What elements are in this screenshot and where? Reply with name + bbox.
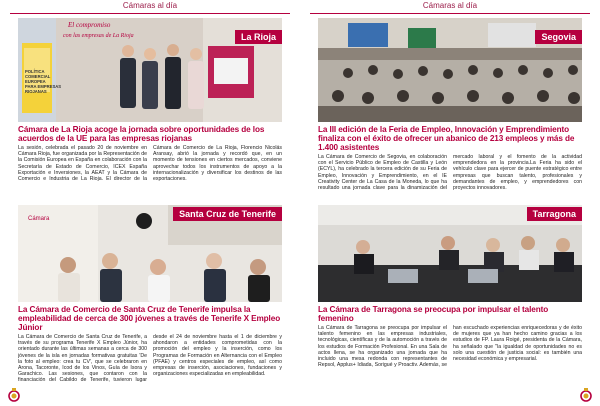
svg-text:con las empresas de La Rioja: con las empresas de La Rioja bbox=[63, 33, 134, 39]
article-tenerife bbox=[18, 205, 282, 396]
left-page-header bbox=[10, 0, 290, 16]
svg-text:RIOJANAS: RIOJANAS bbox=[25, 89, 47, 94]
headline-rioja: Cámara de La Rioja acoge la jornada sobre oportunidades de los acuerdos de la UE para las empresas riojanas bbox=[18, 125, 265, 143]
article-rioja bbox=[18, 18, 282, 201]
body-segovia: La Cámara de Comercio de Segovia, en colaboración con el Servicio Público de Empleo de Castilla y León (ECYL), ha celebrado la tercera edición de su Feria de Empleo, Innovación y Emprendimiento, en el IE Creativity Center de La Casa de la Moneda, lo que ha resultado una jornada clave para la dinamización del mercado laboral y el fomento de la actividad emprendedora en la provincia.La Feria ha sido el vehículo clave para ejercer de puente estratégico entre empresas que buscan talento, profesionales y demandantes de empleo, y emprendedores con proyectos innovadores. bbox=[318, 154, 582, 192]
tag-tenerife: Santa Cruz de Tenerife bbox=[173, 207, 282, 221]
right-page-header-title: Cámaras al día bbox=[422, 1, 478, 10]
svg-text:PARA EMPRESAS: PARA EMPRESAS bbox=[25, 84, 62, 89]
photo-segovia bbox=[318, 18, 582, 122]
right-page-header bbox=[310, 0, 590, 16]
photo-tenerife bbox=[18, 205, 282, 302]
body-tarragona: La Cámara de Tarragona se preocupa por impulsar el talento femenino en las empresas industriales, tecnológicas, científicas y de la automoción a través de los estudios de Formación Profesional. En una Sala de actos llena, se ha organizado una jornada que ha incluido una mesa redonda con representantes de Repsol, Applus+ Idiada, Sorigué y Proactiv. Además, se han escuchado experiencias enriquecedoras y de éxito de mujeres que ya han hecho camino gracias a los estudios de FP. Laura Roigé, presidenta de la Cámara, ha señalado que "la igualdad de oportunidades no es solo una cuestión de justicia social: es también una necesidad económica y empresarial. bbox=[318, 325, 582, 369]
headline-tarragona: La Cámara de Tarragona se preocupa por impulsar el talento femenino bbox=[318, 305, 549, 323]
tag-segovia: Segovia bbox=[535, 30, 582, 44]
photo-rioja bbox=[18, 18, 282, 122]
tag-tarragona: Tarragona bbox=[527, 207, 582, 221]
body-tenerife: La Cámara de Comercio de Santa Cruz de Tenerife, a través de su programa Tenerife X Empleo Júnior, ha orientado durante las últimas semanas a cerca de 300 jóvenes de la isla en jornadas formativas gratuitas 'De la foto al empleo: crea tu CV', que se celebraron en Arona, Tacoronte, Icod de los Vinos, Guía de Isora y Garachico. Las sesiones, que contaron con la financiación del Cabildo de Tenerife, tuvieron lugar desde el 24 de noviembre hasta el 1 de diciembre y ahondaron a entidades comprometidas con la promoción del empleo y la inserción, como los Programas de Formación en Alternancia con el Empleo (PFAE) y centros especiales de empleo, así como empresas de inserción, asociaciones, fundaciones y organizaciones especializadas en empleabilidad. bbox=[18, 334, 282, 384]
tag-rioja: La Rioja bbox=[235, 30, 282, 44]
svg-text:POLÍTICA: POLÍTICA bbox=[25, 69, 45, 74]
photo-tarragona bbox=[318, 205, 582, 302]
headline-tenerife: La Cámara de Comercio de Santa Cruz de Tenerife impulsa la empleabilidad de cerca de 300 jóvenes a través de Tenerife X Empleo Júnior bbox=[18, 305, 281, 332]
article-segovia bbox=[318, 18, 582, 210]
svg-text:COMERCIAL: COMERCIAL bbox=[25, 74, 51, 79]
article-tarragona bbox=[318, 205, 582, 387]
header-rule bbox=[10, 13, 290, 14]
right-page bbox=[300, 0, 600, 406]
body-rioja: La sesión, celebrada el pasado 20 de noviembre en Cámara Rioja, fue organizada por la Representación de la Comisión Europea en España en colaboración con la Secretaría de Estado de Comercio, ICEX España Exportación e Inversiones, la AEAT y la Cámara de Comercio e Industria de La Rioja. El director de la Cámara de Comercio de La Rioja, Florencio Nicolás Aransay, abrió la jornada y recordó que, en un momento de tensiones en ciertos mercados, conviene aprovechar todos los instrumentos de apoyo a la internacionalización y diversificar los destinos de las exportaciones. bbox=[18, 145, 282, 183]
photo-rioja-banner: El compromiso bbox=[68, 21, 111, 29]
left-page-header-title: Cámaras al día bbox=[122, 1, 178, 10]
photo-tenerife-logo: Cámara bbox=[28, 216, 50, 222]
svg-text:EUROPEA: EUROPEA bbox=[25, 79, 46, 84]
headline-segovia: La III edición de la Feria de Empleo, Innovación y Emprendimiento finaliza con el éxito de ofrecer un abanico de 213 empleos y más de 1.400 asistentes bbox=[318, 125, 575, 152]
camara-logo-right-icon bbox=[580, 387, 592, 403]
header-rule bbox=[310, 13, 590, 14]
camara-logo-left-icon bbox=[8, 387, 20, 403]
